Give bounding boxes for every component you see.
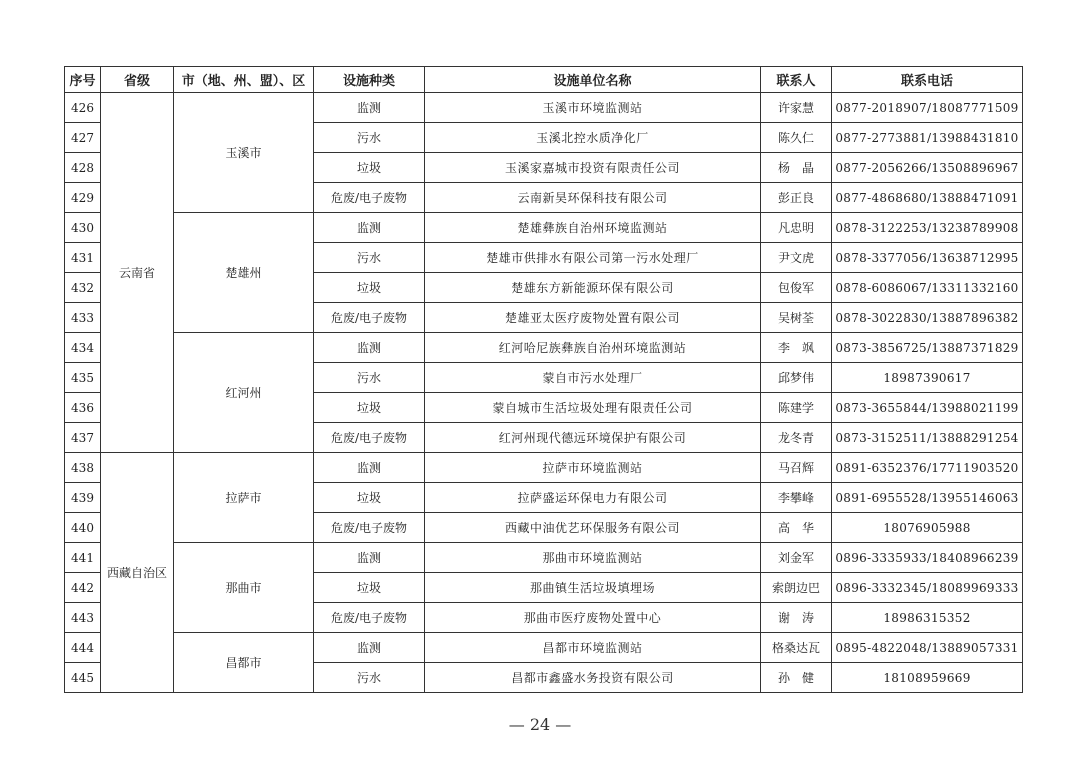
seq-cell: 441 <box>65 543 101 573</box>
type-cell: 监测 <box>314 543 425 573</box>
contact-cell: 李 飒 <box>761 333 832 363</box>
type-cell: 危废/电子废物 <box>314 183 425 213</box>
seq-cell: 426 <box>65 93 101 123</box>
contact-cell: 刘金军 <box>761 543 832 573</box>
table-row <box>65 543 1023 573</box>
unit-cell: 楚雄市供排水有限公司第一污水处理厂 <box>425 243 761 273</box>
type-cell: 监测 <box>314 213 425 243</box>
phone-cell: 0878-6086067/13311332160 <box>832 273 1023 303</box>
phone-cell: 0896-3332345/18089969333 <box>832 573 1023 603</box>
unit-cell: 楚雄彝族自治州环境监测站 <box>425 213 761 243</box>
phone-cell: 0873-3655844/13988021199 <box>832 393 1023 423</box>
seq-cell: 429 <box>65 183 101 213</box>
phone-cell: 0877-2018907/18087771509 <box>832 93 1023 123</box>
type-cell: 监测 <box>314 633 425 663</box>
phone-cell: 0895-4822048/13889057331 <box>832 633 1023 663</box>
unit-cell: 拉萨市环境监测站 <box>425 453 761 483</box>
unit-cell: 楚雄亚太医疗废物处置有限公司 <box>425 303 761 333</box>
contact-cell: 尹文虎 <box>761 243 832 273</box>
phone-cell: 0878-3122253/13238789908 <box>832 213 1023 243</box>
phone-cell: 0896-3335933/18408966239 <box>832 543 1023 573</box>
city-cell: 红河州 <box>174 333 314 453</box>
phone-cell: 0877-4868680/13888471091 <box>832 183 1023 213</box>
unit-cell: 红河哈尼族彝族自治州环境监测站 <box>425 333 761 363</box>
contact-cell: 高 华 <box>761 513 832 543</box>
contact-cell: 邱梦伟 <box>761 363 832 393</box>
phone-cell: 18108959669 <box>832 663 1023 693</box>
seq-cell: 430 <box>65 213 101 243</box>
province-cell: 西藏自治区 <box>101 453 174 693</box>
type-cell: 垃圾 <box>314 483 425 513</box>
phone-cell: 0877-2056266/13508896967 <box>832 153 1023 183</box>
province-cell: 云南省 <box>101 93 174 453</box>
city-cell: 拉萨市 <box>174 453 314 543</box>
unit-cell: 蒙自城市生活垃圾处理有限责任公司 <box>425 393 761 423</box>
unit-cell: 楚雄东方新能源环保有限公司 <box>425 273 761 303</box>
seq-cell: 433 <box>65 303 101 333</box>
city-cell: 玉溪市 <box>174 93 314 213</box>
seq-cell: 432 <box>65 273 101 303</box>
facility-table <box>64 66 1023 693</box>
unit-cell: 拉萨盛运环保电力有限公司 <box>425 483 761 513</box>
type-cell: 危废/电子废物 <box>314 303 425 333</box>
unit-cell: 玉溪市环境监测站 <box>425 93 761 123</box>
type-cell: 监测 <box>314 93 425 123</box>
unit-cell: 蒙自市污水处理厂 <box>425 363 761 393</box>
seq-cell: 439 <box>65 483 101 513</box>
seq-cell: 436 <box>65 393 101 423</box>
contact-cell: 包俊军 <box>761 273 832 303</box>
contact-cell: 格桑达瓦 <box>761 633 832 663</box>
type-cell: 监测 <box>314 333 425 363</box>
unit-cell: 那曲市环境监测站 <box>425 543 761 573</box>
contact-cell: 彭正良 <box>761 183 832 213</box>
header-row <box>65 67 1023 93</box>
contact-cell: 李攀峰 <box>761 483 832 513</box>
header-contact: 联系人 <box>761 67 832 93</box>
seq-cell: 442 <box>65 573 101 603</box>
type-cell: 危废/电子废物 <box>314 423 425 453</box>
type-cell: 危废/电子废物 <box>314 513 425 543</box>
contact-cell: 杨 晶 <box>761 153 832 183</box>
type-cell: 垃圾 <box>314 153 425 183</box>
seq-cell: 443 <box>65 603 101 633</box>
phone-cell: 0877-2773881/13988431810 <box>832 123 1023 153</box>
seq-cell: 445 <box>65 663 101 693</box>
phone-cell: 0891-6352376/17711903520 <box>832 453 1023 483</box>
contact-cell: 索朗边巴 <box>761 573 832 603</box>
unit-cell: 那曲市医疗废物处置中心 <box>425 603 761 633</box>
seq-cell: 437 <box>65 423 101 453</box>
type-cell: 垃圾 <box>314 393 425 423</box>
type-cell: 污水 <box>314 123 425 153</box>
unit-cell: 西藏中油优艺环保服务有限公司 <box>425 513 761 543</box>
city-cell: 那曲市 <box>174 543 314 633</box>
header-phone: 联系电话 <box>832 67 1023 93</box>
contact-cell: 马召辉 <box>761 453 832 483</box>
header-province: 省级 <box>101 67 174 93</box>
phone-cell: 18987390617 <box>832 363 1023 393</box>
contact-cell: 谢 涛 <box>761 603 832 633</box>
phone-cell: 18986315352 <box>832 603 1023 633</box>
type-cell: 污水 <box>314 363 425 393</box>
contact-cell: 陈久仁 <box>761 123 832 153</box>
contact-cell: 龙冬青 <box>761 423 832 453</box>
phone-cell: 18076905988 <box>832 513 1023 543</box>
unit-cell: 昌都市环境监测站 <box>425 633 761 663</box>
unit-cell: 玉溪北控水质净化厂 <box>425 123 761 153</box>
type-cell: 监测 <box>314 453 425 483</box>
table-row <box>65 333 1023 363</box>
page-number: — 24 — <box>508 715 572 734</box>
header-type: 设施种类 <box>314 67 425 93</box>
table-row <box>65 453 1023 483</box>
contact-cell: 吴树荃 <box>761 303 832 333</box>
seq-cell: 440 <box>65 513 101 543</box>
phone-cell: 0891-6955528/13955146063 <box>832 483 1023 513</box>
header-city: 市（地、州、盟）、区 <box>174 67 314 93</box>
type-cell: 垃圾 <box>314 273 425 303</box>
type-cell: 污水 <box>314 243 425 273</box>
seq-cell: 428 <box>65 153 101 183</box>
seq-cell: 435 <box>65 363 101 393</box>
seq-cell: 444 <box>65 633 101 663</box>
header-unit: 设施单位名称 <box>425 67 761 93</box>
type-cell: 污水 <box>314 663 425 693</box>
phone-cell: 0878-3377056/13638712995 <box>832 243 1023 273</box>
city-cell: 楚雄州 <box>174 213 314 333</box>
seq-cell: 434 <box>65 333 101 363</box>
unit-cell: 云南新昊环保科技有限公司 <box>425 183 761 213</box>
contact-cell: 许家慧 <box>761 93 832 123</box>
contact-cell: 凡忠明 <box>761 213 832 243</box>
type-cell: 危废/电子废物 <box>314 603 425 633</box>
phone-cell: 0878-3022830/13887896382 <box>832 303 1023 333</box>
contact-cell: 陈建学 <box>761 393 832 423</box>
header-seq: 序号 <box>65 67 101 93</box>
city-cell: 昌都市 <box>174 633 314 693</box>
seq-cell: 431 <box>65 243 101 273</box>
phone-cell: 0873-3152511/13888291254 <box>832 423 1023 453</box>
unit-cell: 红河州现代德远环境保护有限公司 <box>425 423 761 453</box>
contact-cell: 孙 健 <box>761 663 832 693</box>
unit-cell: 昌都市鑫盛水务投资有限公司 <box>425 663 761 693</box>
seq-cell: 427 <box>65 123 101 153</box>
table-row <box>65 93 1023 123</box>
table-row <box>65 213 1023 243</box>
seq-cell: 438 <box>65 453 101 483</box>
table-row <box>65 633 1023 663</box>
type-cell: 垃圾 <box>314 573 425 603</box>
phone-cell: 0873-3856725/13887371829 <box>832 333 1023 363</box>
unit-cell: 玉溪家嘉城市投资有限责任公司 <box>425 153 761 183</box>
unit-cell: 那曲镇生活垃圾填埋场 <box>425 573 761 603</box>
